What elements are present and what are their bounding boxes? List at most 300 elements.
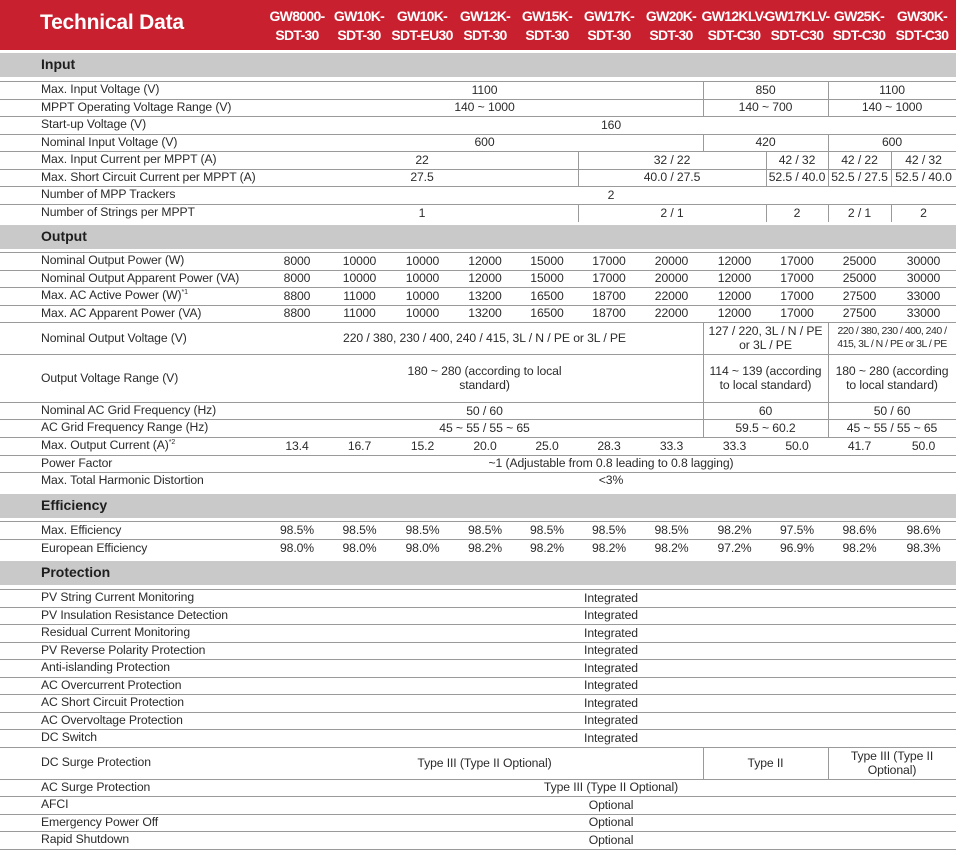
value-text: 12000 [468,271,502,286]
value-cell [766,305,828,323]
cell-divider [828,99,829,117]
row-label [41,713,183,727]
model-header-line2: SDT-30 [463,27,507,43]
section-header [0,561,956,585]
value-cell [266,659,956,677]
value-cell [391,305,454,323]
model-header-line2: SDT-30 [275,27,319,43]
row-label-text: Power Factor [41,455,113,470]
value-cell [828,252,891,270]
value-text: 50.0 [911,438,936,453]
value-text: 2 [607,187,615,202]
value-cell [766,521,828,539]
value-cell [891,287,956,305]
value-text: 12000 [717,306,752,321]
cell-divider [828,354,829,402]
model-header [764,7,830,45]
value-cell [266,437,328,455]
row-label-text: AC Overcurrent Protection [41,677,182,692]
value-text: 180 ~ 280 (according to local standard) [407,364,562,392]
value-cell [828,539,891,557]
value-text: Optional [588,797,634,812]
value-text: 30000 [906,271,941,286]
model-header [826,7,892,45]
value-text: 10000 [405,253,440,268]
value-text: 17000 [592,253,626,268]
value-cell [266,521,328,539]
value-text: 17000 [780,253,814,268]
value-text: 98.5% [342,523,377,537]
row-label-text: AC Surge Protection [41,779,151,794]
value-text: 98.2% [717,523,752,537]
row-label [41,590,194,604]
value-text: 140 ~ 700 [738,100,793,115]
value-cell [703,747,828,779]
value-text: 32 / 22 [653,152,691,167]
value-cell [891,270,956,288]
row-label-text: PV String Current Monitoring [41,590,194,605]
value-cell [516,437,578,455]
cell-divider [828,151,829,169]
cell-divider [578,151,579,169]
cell-divider [703,81,704,99]
value-cell [391,539,454,557]
cell-divider [703,322,704,354]
value-text: 98.0% [405,541,440,555]
value-cell [266,252,328,270]
value-text: 98.6% [906,523,941,537]
value-text: Integrated [584,695,638,710]
value-text: 180 ~ 280 (according to local standard) [835,364,949,392]
section-header [0,53,956,77]
row-label-text: Anti-islanding Protection [41,660,170,675]
model-header-line2: SDT-C30 [832,27,886,43]
cell-divider [891,169,892,187]
value-cell [266,186,956,204]
model-header-line1: GW10K- [333,8,385,24]
value-text: 8000 [283,271,311,286]
row-label [41,643,205,657]
cell-divider [828,134,829,152]
row-label [41,117,146,131]
value-text: 42 / 22 [841,152,878,167]
footnote-marker: *1 [181,289,188,297]
value-cell [828,270,891,288]
value-text: 45 ~ 55 / 55 ~ 65 [846,420,938,435]
row-label-text: Max. Input Voltage (V) [41,82,160,97]
row-label-text: Max. AC Active Power (W) [41,288,182,303]
row-label [41,152,216,166]
value-cell [828,305,891,323]
value-cell [640,521,703,539]
row-label-text: Max. Output Current (A) [41,438,169,452]
value-cell [454,252,516,270]
header-bar [0,0,956,50]
value-cell [703,521,766,539]
value-text: 2 / 1 [847,205,872,220]
value-cell [828,169,891,187]
row-label-text: Nominal Output Apparent Power (VA) [41,270,240,285]
value-text: 17000 [780,271,814,286]
value-text: Type III (Type II Optional) [417,755,552,770]
model-header-line2: SDT-30 [525,27,569,43]
model-header-line2: SDT-C30 [895,27,949,43]
value-cell [766,437,828,455]
row-label-text: PV Insulation Resistance Detection [41,607,228,622]
value-cell [266,287,328,305]
value-text: 98.3% [906,541,941,555]
value-text: 12000 [717,288,752,303]
row-label [41,205,195,219]
value-cell [891,521,956,539]
value-text: 98.5% [591,523,627,537]
value-cell [828,419,956,437]
row-label-text: Nominal Output Voltage (V) [41,330,187,345]
model-header-line2: SDT-EU30 [391,27,453,43]
value-cell [703,354,828,402]
value-cell [391,270,454,288]
value-text: Integrated [584,625,638,640]
value-text: 98.5% [279,523,315,537]
value-text: 30000 [906,253,941,268]
value-text: 140 ~ 1000 [454,100,515,115]
value-text: 42 / 32 [905,152,942,167]
row-label-text: Max. Efficiency [41,522,122,537]
value-cell [328,521,391,539]
row-label-text: PV Reverse Polarity Protection [41,642,206,657]
value-cell [266,81,703,99]
value-text: 12000 [717,271,752,286]
value-text: 50 / 60 [873,403,911,418]
value-cell [703,419,828,437]
section-header [0,225,956,249]
value-text: 2 / 1 [660,205,684,220]
value-cell [578,204,766,222]
value-text: Optional [588,832,634,847]
value-cell [391,287,454,305]
value-text: 22000 [654,306,689,321]
value-cell [828,402,956,419]
row-label-text: Nominal AC Grid Frequency (Hz) [41,403,217,417]
value-cell [828,322,956,354]
value-text: 17000 [780,306,814,321]
value-cell [266,419,703,437]
value-text: 20000 [654,253,689,268]
cell-divider [703,402,704,419]
value-text: 13200 [468,288,502,303]
row-label [41,456,112,470]
value-cell [391,521,454,539]
value-text: 33000 [906,306,941,321]
cell-divider [578,169,579,187]
value-cell [266,729,956,747]
value-text: <3% [598,473,624,488]
value-text: 42 / 32 [778,152,816,167]
value-cell [578,252,640,270]
row-label [41,288,188,302]
value-cell [703,322,828,354]
row-label [41,815,158,829]
value-cell [516,287,578,305]
model-header [264,7,330,45]
value-cell [266,694,956,712]
value-cell [266,270,328,288]
value-cell [328,252,391,270]
section-title: Output [41,228,87,244]
value-text: 97.2% [717,541,752,555]
value-text: 50.0 [785,438,809,453]
page-title: Technical Data [40,11,184,34]
value-text: 12000 [717,253,752,268]
value-cell [703,99,828,117]
value-cell [328,305,391,323]
model-header [576,7,642,45]
cell-divider [891,204,892,222]
value-cell [328,539,391,557]
value-cell [266,831,956,849]
model-header-line2: SDT-C30 [770,27,824,43]
value-cell [454,539,516,557]
value-text: Type III (Type II Optional) [543,780,679,795]
model-header-line2: SDT-30 [587,27,631,43]
value-cell [454,287,516,305]
row-label-text: MPPT Operating Voltage Range (V) [41,99,232,114]
value-text: Type III (Type II Optional) [850,748,934,777]
cell-divider [828,747,829,779]
value-cell [891,151,956,169]
row-label [41,82,159,96]
model-header [452,7,518,45]
row-label [41,253,184,267]
value-text: 50 / 60 [466,403,503,418]
value-text: 2 [793,205,801,220]
row-label [41,438,175,452]
row-label [41,271,239,285]
value-cell [703,134,828,152]
value-cell [766,539,828,557]
row-label [41,523,121,537]
value-text: 98.6% [842,523,877,537]
value-text: 27.5 [410,170,434,185]
value-text: 16.7 [347,438,372,453]
model-header [701,7,767,45]
cell-divider [766,169,767,187]
cell-divider [703,354,704,402]
value-cell [266,677,956,695]
value-text: 98.5% [405,523,440,537]
value-text: 220 / 380, 230 / 400, 240 / 415, 3L / N / PE or 3L / PE [343,331,626,345]
cell-divider [703,419,704,437]
value-text: 10000 [405,288,440,303]
row-label [41,755,151,769]
value-cell [578,151,766,169]
row-label-text: Emergency Power Off [41,814,159,829]
value-cell [640,437,703,455]
value-text: 98.0% [279,541,315,555]
value-cell [266,779,956,797]
value-text: 98.0% [342,541,377,555]
row-label-text: AC Overvoltage Protection [41,712,183,727]
value-text: 52.5 / 27.5 [831,170,888,185]
row-label [41,730,97,744]
value-cell [266,134,703,152]
value-cell [703,402,828,419]
section-title: Input [41,56,76,72]
value-cell [578,539,640,557]
section-title: Protection [41,564,111,580]
value-cell [266,712,956,730]
value-text: 16500 [530,306,564,321]
row-label [41,608,228,622]
value-cell [766,287,828,305]
value-cell [516,539,578,557]
value-cell [766,270,828,288]
value-cell [266,539,328,557]
model-header-line1: GW25K- [833,8,885,24]
value-text: 52.5 / 40.0 [768,170,826,185]
cell-divider [828,402,829,419]
cell-divider [703,747,704,779]
model-header-line1: GW8000- [269,8,325,24]
value-cell [578,287,640,305]
model-header-line1: GW12KLV- [701,8,767,24]
row-label-text: AFCI [41,797,69,812]
value-cell [828,747,956,779]
value-cell [328,287,391,305]
value-text: 96.9% [779,541,815,555]
value-text: 15000 [530,271,564,286]
value-text: Integrated [584,590,638,605]
row-label [41,371,178,385]
value-cell [640,270,703,288]
value-cell [891,252,956,270]
value-cell [266,322,703,354]
row-label-text: Max. Short Circuit Current per MPPT (A) [41,169,256,184]
value-text: 22000 [654,288,689,303]
row-label-text: Max. Total Harmonic Distortion [41,472,204,487]
row-label-text: European Efficiency [41,540,148,555]
value-cell [266,169,578,187]
value-text: 60 [758,403,773,418]
value-text: 20.0 [473,438,497,453]
value-text: 20000 [654,271,689,286]
value-text: Integrated [584,730,638,745]
value-text: 13200 [468,306,502,321]
row-label [41,541,147,555]
value-text: 33.3 [722,438,747,453]
value-cell [266,116,956,134]
model-header [889,7,955,45]
value-text: Integrated [584,678,638,693]
value-text: Integrated [584,713,638,728]
value-text: 160 [600,117,622,132]
value-cell [891,204,956,222]
value-text: 10000 [405,271,440,286]
value-cell [703,305,766,323]
value-cell [766,169,828,187]
row-label [41,678,181,692]
value-text: 18700 [592,288,626,303]
value-text: ~1 (Adjustable from 0.8 leading to 0.8 lagging) [488,456,734,470]
value-text: 2 [920,205,927,220]
value-text: 16500 [530,288,564,303]
value-cell [328,270,391,288]
value-text: Optional [588,815,634,830]
model-header-line1: GW17KLV- [764,8,830,24]
value-text: Type II [747,755,784,770]
value-text: 18700 [592,306,626,321]
value-cell [640,305,703,323]
value-text: 10000 [342,271,377,286]
row-label [41,660,170,674]
value-text: 97.5% [779,523,815,537]
value-text: 98.2% [654,541,689,555]
value-cell [766,151,828,169]
cell-divider [828,322,829,354]
value-cell [828,437,891,455]
row-label [41,797,68,811]
value-cell [266,204,578,222]
value-cell [828,151,891,169]
value-text: 45 ~ 55 / 55 ~ 65 [439,420,530,435]
value-cell [266,151,578,169]
row-label [41,100,231,114]
row-label [41,780,150,794]
value-cell [703,81,828,99]
value-text: 10000 [342,253,377,268]
row-label [41,403,216,417]
value-cell [828,521,891,539]
model-header-line1: GW20K- [645,8,697,24]
value-text: 98.2% [842,541,877,555]
value-cell [454,521,516,539]
cell-divider [766,151,767,169]
value-cell [266,99,703,117]
value-text: 15000 [530,253,564,268]
value-text: 220 / 380, 230 / 400, 240 / 415, 3L / N / PE or 3L / PE [837,325,947,350]
row-label-text: Max. Input Current per MPPT (A) [41,152,217,167]
model-header [638,7,704,45]
value-cell [266,455,956,472]
value-cell [578,437,640,455]
value-text: Integrated [584,643,638,658]
value-cell [454,270,516,288]
row-label [41,625,190,639]
row-label [41,695,184,709]
value-text: 52.5 / 40.0 [895,170,952,185]
value-text: 140 ~ 1000 [861,100,923,115]
model-header-line2: SDT-30 [649,27,693,43]
value-cell [516,305,578,323]
value-text: 41.7 [847,438,872,453]
value-text: 17000 [592,271,626,286]
model-header [514,7,580,45]
value-cell [266,472,956,490]
value-text: 25.0 [535,438,559,453]
value-cell [578,169,766,187]
value-cell [266,354,703,402]
value-text: Integrated [584,660,638,675]
value-text: 114 ~ 139 (according to local standard) [709,364,822,392]
value-text: 98.5% [467,523,503,537]
cell-divider [766,204,767,222]
value-cell [828,287,891,305]
value-text: 98.5% [529,523,565,537]
value-cell [454,305,516,323]
value-cell [640,252,703,270]
model-header [326,7,392,45]
value-text: 98.2% [467,541,503,555]
